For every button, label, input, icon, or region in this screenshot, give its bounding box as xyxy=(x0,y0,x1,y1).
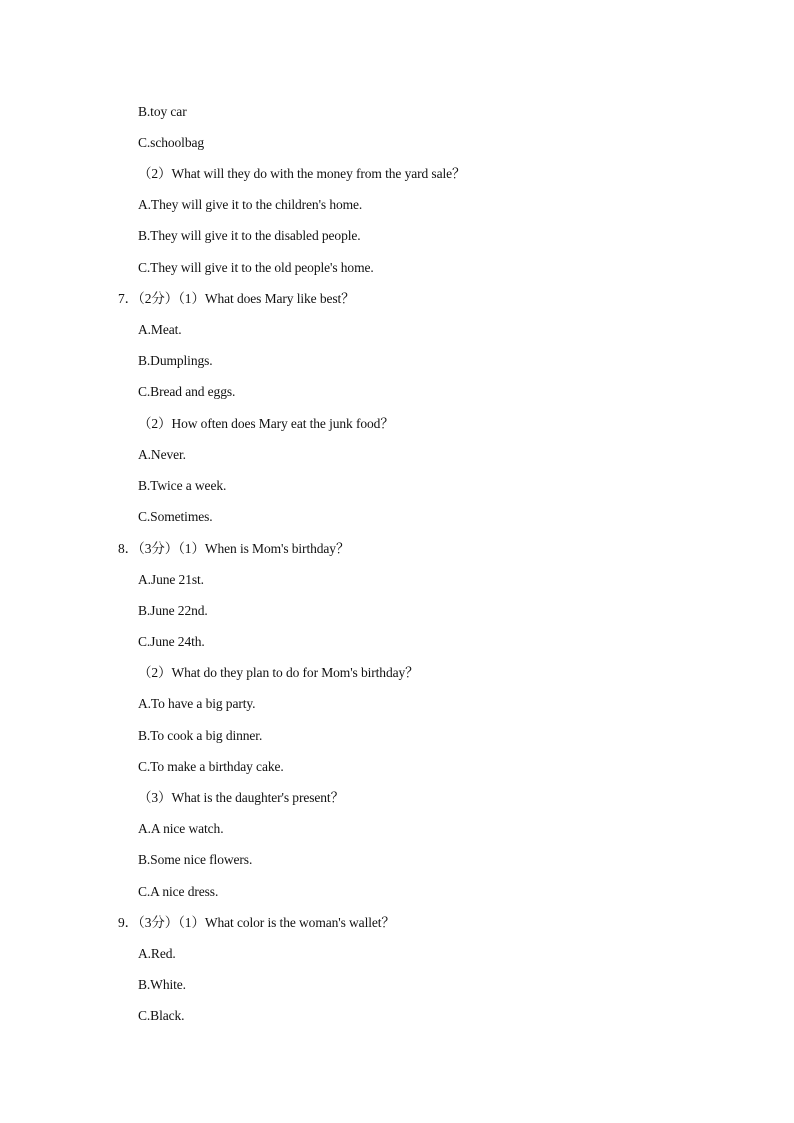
sub-question: （2）How often does Mary eat the junk food？ xyxy=(138,416,394,431)
option-text: A.To have a big party. xyxy=(138,696,256,711)
sub-question: （2）What will they do with the money from the yard sale？ xyxy=(138,166,466,181)
option-text: B.To cook a big dinner. xyxy=(138,728,263,743)
option-text: B.They will give it to the disabled people. xyxy=(138,228,361,243)
option-text: C.A nice dress. xyxy=(138,884,219,899)
option-text: C.To make a birthday cake. xyxy=(138,759,284,774)
option-text: A.Meat. xyxy=(138,322,182,337)
option-text: B.Twice a week. xyxy=(138,478,227,493)
option-text: B.Dumplings. xyxy=(138,353,213,368)
option-text: C.schoolbag xyxy=(138,135,205,150)
option-text: B.Some nice flowers. xyxy=(138,852,253,867)
option-text: A.They will give it to the children's home. xyxy=(138,197,363,212)
question-heading: 7．（2分）（1）What does Mary like best？ xyxy=(118,291,355,306)
option-text: C.Sometimes. xyxy=(138,509,213,524)
option-text: C.June 24th. xyxy=(138,634,205,649)
question-heading: 8．（3分）（1）When is Mom's birthday？ xyxy=(118,541,350,556)
option-text: C.They will give it to the old people's home. xyxy=(138,260,374,275)
sub-question: （2）What do they plan to do for Mom's birthday？ xyxy=(138,665,419,680)
option-text: A.Never. xyxy=(138,447,186,462)
option-text: B.toy car xyxy=(138,104,187,119)
sub-question: （3）What is the daughter's present？ xyxy=(138,790,344,805)
option-text: C.Black. xyxy=(138,1008,185,1023)
option-text: A.A nice watch. xyxy=(138,821,224,836)
option-text: A.June 21st. xyxy=(138,572,204,587)
question-heading: 9．（3分）（1）What color is the woman's wallet？ xyxy=(118,915,395,930)
option-text: B.White. xyxy=(138,977,186,992)
option-text: A.Red. xyxy=(138,946,176,961)
option-text: C.Bread and eggs. xyxy=(138,384,236,399)
option-text: B.June 22nd. xyxy=(138,603,208,618)
